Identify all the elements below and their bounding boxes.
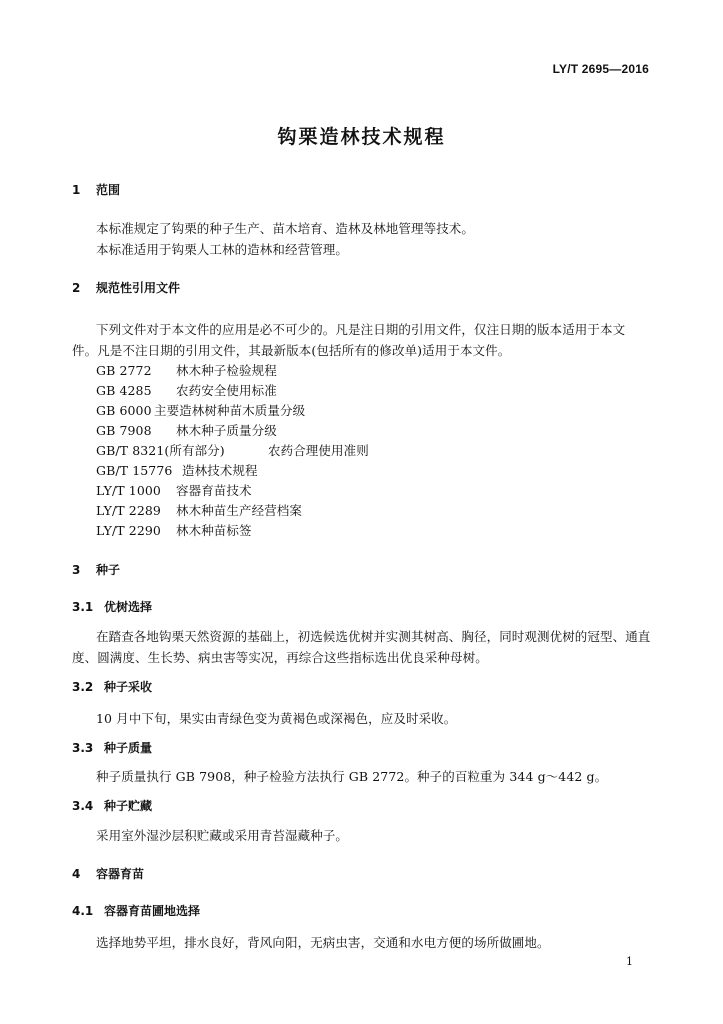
reference-name: 林木种子检验规程: [176, 363, 277, 378]
subsection-number: 3.3: [72, 741, 94, 755]
section-heading: [72, 181, 120, 198]
section-heading: [72, 279, 180, 296]
subsection-heading: [72, 598, 152, 615]
reference-entry: [96, 441, 369, 459]
reference-entry: [96, 521, 252, 539]
paragraph-line: 种子质量执行 GB 7908，种子检验方法执行 GB 2772。种子的百粒重为 344 g～442 g。: [96, 769, 608, 784]
subsection-title: 种子质量: [104, 741, 153, 755]
reference-code: GB 2772: [96, 363, 152, 378]
section-number: 2: [72, 281, 81, 295]
reference-code: GB 7908: [96, 423, 152, 438]
reference-entry: [96, 381, 277, 399]
reference-name: 林木种苗标签: [176, 523, 252, 538]
subsection-number: 3.2: [72, 680, 94, 694]
paragraph-line: 下列文件对于本文件的应用是必不可少的。凡是注日期的引用文件，仅注日期的版本适用于本文: [96, 322, 626, 337]
paragraph-line: 选择地势平坦，排水良好，背风向阳，无病虫害，交通和水电方便的场所做圃地。: [96, 935, 550, 950]
reference-name: 林木种苗生产经营档案: [176, 503, 303, 518]
subsection-number: 3.4: [72, 799, 94, 813]
subsection-title: 种子采收: [104, 680, 153, 694]
reference-name: 农药合理使用准则: [268, 443, 369, 458]
section-heading: [72, 865, 144, 882]
reference-entry: [96, 361, 277, 379]
reference-entry: [96, 501, 302, 519]
subsection-heading: [72, 739, 152, 756]
reference-code: GB 4285: [96, 383, 152, 398]
paragraph-line: 本标准规定了钩栗的种子生产、苗木培育、造林及林地管理等技术。: [96, 221, 475, 236]
reference-code: GB/T 8321(所有部分): [96, 443, 225, 458]
document-title: 钩栗造林技术规程: [277, 126, 446, 148]
subsection-title: 种子贮藏: [104, 799, 153, 813]
subsection-title: 优树选择: [104, 600, 153, 614]
section-number: 1: [72, 183, 81, 197]
subsection-number: 4.1: [72, 904, 94, 918]
reference-name: 农药安全使用标准: [176, 383, 277, 398]
reference-name: 林木种子质量分级: [176, 423, 277, 438]
subsection-heading: [72, 797, 152, 814]
reference-code: LY/T 2290: [96, 523, 161, 538]
section-title: 容器育苗: [96, 867, 145, 881]
subsection-heading: [72, 902, 200, 919]
reference-entry: [96, 461, 258, 479]
section-number: 4: [72, 867, 81, 881]
section-number: 3: [72, 563, 81, 577]
page-number: 1: [626, 955, 633, 968]
section-title: 范围: [96, 183, 121, 197]
section-title: 种子: [96, 563, 121, 577]
reference-code: GB/T 15776: [96, 463, 173, 478]
subsection-heading: [72, 678, 152, 695]
reference-name: 容器育苗技术: [176, 483, 252, 498]
document-code: LY/T 2695—2016: [552, 62, 649, 76]
paragraph-line: 本标准适用于钩栗人工林的造林和经营管理。: [96, 242, 349, 257]
reference-code: LY/T 2289: [96, 503, 161, 518]
reference-code: LY/T 1000: [96, 483, 161, 498]
reference-name: 主要造林树种苗木质量分级: [154, 403, 306, 418]
subsection-title: 容器育苗圃地选择: [104, 904, 201, 918]
paragraph-line: 采用室外湿沙层积贮藏或采用青苔湿藏种子。: [96, 828, 349, 843]
section-title: 规范性引用文件: [96, 281, 181, 295]
reference-code: GB 6000: [96, 403, 152, 418]
reference-entry: [96, 481, 252, 499]
reference-name: 造林技术规程: [182, 463, 258, 478]
reference-entry: [96, 401, 305, 419]
paragraph-line: 在踏查各地钩栗天然资源的基础上，初选候选优树并实测其树高、胸径，同时观测优树的冠型、通直: [96, 629, 651, 644]
paragraph-line: 10 月中下旬，果实由青绿色变为黄褐色或深褐色，应及时采收。: [96, 711, 457, 726]
reference-entry: [96, 421, 277, 439]
paragraph-line: 件。凡是不注日期的引用文件，其最新版本(包括所有的修改单)适用于本文件。: [72, 343, 511, 358]
subsection-number: 3.1: [72, 600, 94, 614]
section-heading: [72, 561, 120, 578]
paragraph-line: 度、圆满度、生长势、病虫害等实况，再综合这些指标选出优良采种母树。: [72, 650, 488, 665]
